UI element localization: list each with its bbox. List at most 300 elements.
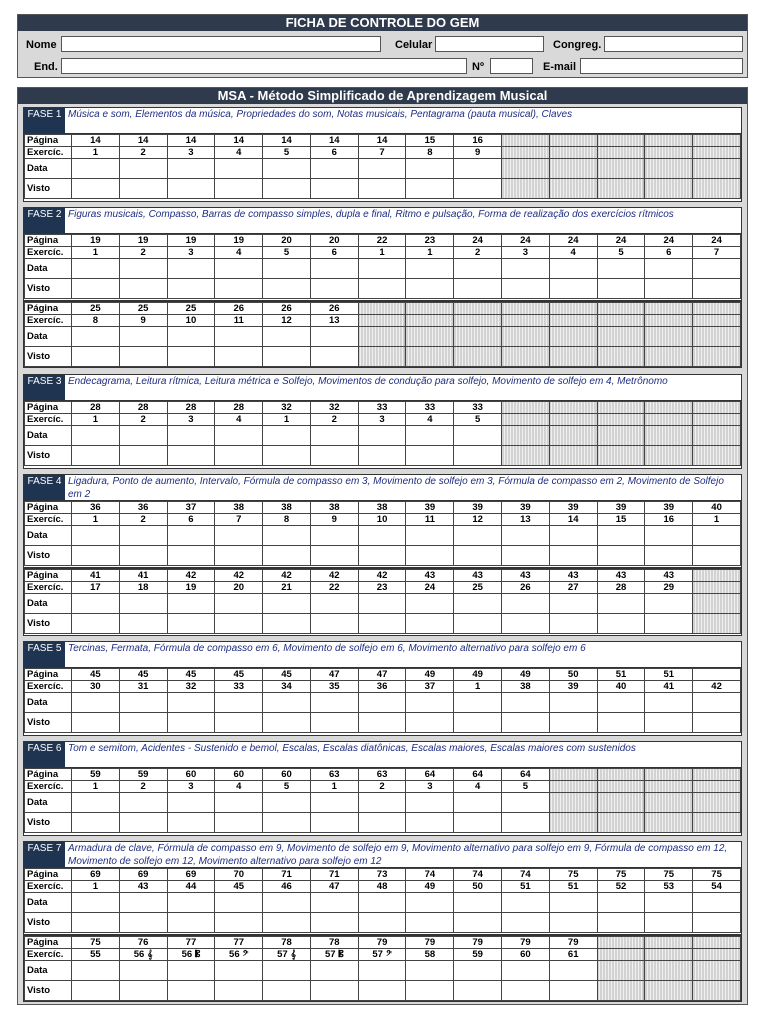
visto-cell[interactable]: [645, 913, 693, 933]
row-label: Página: [25, 769, 72, 781]
date-cell[interactable]: [358, 526, 406, 546]
visto-cell[interactable]: [263, 446, 311, 466]
visto-cell[interactable]: [167, 713, 215, 733]
nome-field[interactable]: [61, 36, 381, 52]
page-number: 39: [597, 502, 645, 514]
phase-header: [24, 375, 741, 401]
visto-cell[interactable]: [167, 813, 215, 833]
visto-cell[interactable]: [215, 179, 263, 199]
date-cell[interactable]: [167, 426, 215, 446]
visto-cell[interactable]: [358, 546, 406, 566]
date-cell[interactable]: [263, 159, 311, 179]
visto-cell[interactable]: [310, 546, 358, 566]
visto-cell[interactable]: [597, 614, 645, 634]
visto-cell[interactable]: [406, 546, 454, 566]
date-cell[interactable]: [119, 159, 167, 179]
unused-cell: [693, 303, 741, 315]
date-cell[interactable]: [597, 594, 645, 614]
unused-cell: [645, 813, 693, 833]
visto-cell[interactable]: [502, 546, 550, 566]
visto-cell[interactable]: [119, 179, 167, 199]
date-cell[interactable]: [72, 793, 120, 813]
date-cell[interactable]: [597, 893, 645, 913]
date-cell[interactable]: [215, 793, 263, 813]
exercise-number: [406, 881, 454, 893]
exercise-number: [263, 881, 311, 893]
date-cell[interactable]: [72, 327, 120, 347]
visto-cell[interactable]: [119, 713, 167, 733]
visto-cell[interactable]: [358, 614, 406, 634]
visto-cell[interactable]: [310, 813, 358, 833]
date-cell[interactable]: [119, 693, 167, 713]
date-cell[interactable]: [310, 893, 358, 913]
date-cell[interactable]: [502, 793, 550, 813]
exercicio-row: [25, 781, 741, 793]
exercise-number-text: 57: [324, 949, 336, 960]
visto-cell[interactable]: [406, 981, 454, 1001]
congreg-field[interactable]: [604, 36, 743, 52]
date-cell[interactable]: [167, 793, 215, 813]
date-cell[interactable]: [119, 793, 167, 813]
exercise-number-text: 38: [520, 681, 531, 692]
date-cell[interactable]: [597, 526, 645, 546]
exercise-number-text: 35: [329, 681, 340, 692]
date-cell[interactable]: [454, 426, 502, 446]
date-cell[interactable]: [597, 693, 645, 713]
date-cell[interactable]: [549, 259, 597, 279]
visto-cell[interactable]: [119, 446, 167, 466]
visto-cell[interactable]: [119, 813, 167, 833]
date-cell[interactable]: [310, 426, 358, 446]
page-number: 43: [645, 570, 693, 582]
date-cell[interactable]: [406, 594, 454, 614]
date-cell[interactable]: [645, 259, 693, 279]
numero-field[interactable]: [490, 58, 533, 74]
date-cell[interactable]: [167, 327, 215, 347]
visto-cell[interactable]: [454, 179, 502, 199]
visto-cell[interactable]: [549, 981, 597, 1001]
date-cell[interactable]: [215, 961, 263, 981]
visto-cell[interactable]: [72, 446, 120, 466]
visto-cell[interactable]: [167, 279, 215, 299]
visto-cell[interactable]: [645, 279, 693, 299]
page-number: 43: [454, 570, 502, 582]
date-cell[interactable]: [215, 526, 263, 546]
date-cell[interactable]: [119, 961, 167, 981]
date-cell[interactable]: [119, 893, 167, 913]
date-cell[interactable]: [549, 594, 597, 614]
date-cell[interactable]: [454, 526, 502, 546]
date-cell[interactable]: [502, 693, 550, 713]
visto-cell[interactable]: [406, 913, 454, 933]
date-cell[interactable]: [549, 893, 597, 913]
visto-cell[interactable]: [358, 279, 406, 299]
visto-cell[interactable]: [119, 614, 167, 634]
visto-cell[interactable]: [597, 546, 645, 566]
date-cell[interactable]: [645, 594, 693, 614]
date-cell[interactable]: [358, 594, 406, 614]
visto-cell[interactable]: [454, 713, 502, 733]
visto-cell[interactable]: [358, 913, 406, 933]
visto-cell[interactable]: [72, 913, 120, 933]
visto-cell[interactable]: [72, 347, 120, 367]
visto-cell[interactable]: [263, 614, 311, 634]
visto-cell[interactable]: [549, 614, 597, 634]
visto-cell[interactable]: [406, 713, 454, 733]
unused-cell: [693, 813, 741, 833]
unused-cell: [597, 414, 645, 426]
visto-cell[interactable]: [310, 913, 358, 933]
date-cell[interactable]: [167, 893, 215, 913]
visto-cell[interactable]: [119, 981, 167, 1001]
visto-cell[interactable]: [167, 614, 215, 634]
exercise-number: [215, 949, 263, 961]
visto-cell[interactable]: [358, 446, 406, 466]
date-cell[interactable]: [693, 259, 741, 279]
date-cell[interactable]: [215, 259, 263, 279]
date-cell[interactable]: [310, 693, 358, 713]
date-cell[interactable]: [549, 526, 597, 546]
exercise-table: [24, 936, 741, 1001]
visto-cell[interactable]: [406, 179, 454, 199]
visto-cell[interactable]: [72, 813, 120, 833]
page-number: 28: [119, 402, 167, 414]
date-cell[interactable]: [263, 327, 311, 347]
date-cell[interactable]: [119, 327, 167, 347]
date-cell[interactable]: [215, 693, 263, 713]
date-cell[interactable]: [406, 961, 454, 981]
date-cell[interactable]: [167, 594, 215, 614]
date-cell[interactable]: [358, 793, 406, 813]
visto-row: [25, 446, 741, 466]
date-cell[interactable]: [263, 594, 311, 614]
row-label: Data: [25, 693, 72, 713]
date-cell[interactable]: [310, 793, 358, 813]
visto-cell[interactable]: [645, 614, 693, 634]
date-cell[interactable]: [215, 426, 263, 446]
visto-cell[interactable]: [454, 813, 502, 833]
visto-cell[interactable]: [454, 614, 502, 634]
phase-label: FASE 3: [24, 375, 65, 400]
date-cell[interactable]: [263, 793, 311, 813]
unused-cell: [502, 179, 550, 199]
date-cell[interactable]: [358, 893, 406, 913]
date-cell[interactable]: [454, 159, 502, 179]
page-number: 42: [310, 570, 358, 582]
visto-cell[interactable]: [263, 713, 311, 733]
page-number: 75: [549, 869, 597, 881]
date-cell[interactable]: [263, 693, 311, 713]
visto-cell[interactable]: [215, 913, 263, 933]
visto-cell[interactable]: [693, 546, 741, 566]
visto-cell[interactable]: [645, 546, 693, 566]
date-cell[interactable]: [502, 893, 550, 913]
date-cell[interactable]: [72, 961, 120, 981]
visto-cell[interactable]: [263, 913, 311, 933]
date-cell[interactable]: [72, 426, 120, 446]
visto-cell[interactable]: [645, 713, 693, 733]
date-cell[interactable]: [215, 327, 263, 347]
date-cell[interactable]: [72, 259, 120, 279]
date-cell[interactable]: [502, 961, 550, 981]
unused-cell: [549, 426, 597, 446]
visto-cell[interactable]: [454, 546, 502, 566]
date-cell[interactable]: [167, 526, 215, 546]
visto-cell[interactable]: [215, 347, 263, 367]
unused-cell: [645, 147, 693, 159]
date-cell[interactable]: [502, 526, 550, 546]
visto-cell[interactable]: [263, 347, 311, 367]
exercise-number-text: 5: [283, 781, 290, 792]
visto-cell[interactable]: [597, 713, 645, 733]
visto-cell[interactable]: [263, 546, 311, 566]
page-number: 38: [310, 502, 358, 514]
data-row: [25, 961, 741, 981]
visto-cell[interactable]: [215, 446, 263, 466]
visto-cell[interactable]: [454, 981, 502, 1001]
visto-cell[interactable]: [693, 713, 741, 733]
visto-cell[interactable]: [358, 981, 406, 1001]
unused-cell: [549, 147, 597, 159]
exercise-number: [72, 781, 120, 793]
visto-cell[interactable]: [310, 179, 358, 199]
exercise-table: [24, 234, 741, 299]
exercise-number: [406, 681, 454, 693]
date-cell[interactable]: [358, 961, 406, 981]
date-cell[interactable]: [406, 793, 454, 813]
date-cell[interactable]: [167, 961, 215, 981]
row-label: Exercíc.: [25, 315, 72, 327]
data-row: [25, 793, 741, 813]
exercise-table: [24, 868, 741, 933]
visto-cell[interactable]: [454, 446, 502, 466]
visto-cell[interactable]: [167, 347, 215, 367]
visto-cell[interactable]: [215, 279, 263, 299]
visto-cell[interactable]: [167, 546, 215, 566]
date-cell[interactable]: [119, 259, 167, 279]
visto-cell[interactable]: [167, 981, 215, 1001]
date-cell[interactable]: [263, 961, 311, 981]
date-cell[interactable]: [406, 159, 454, 179]
visto-cell[interactable]: [263, 279, 311, 299]
date-cell[interactable]: [167, 159, 215, 179]
visto-cell[interactable]: [310, 347, 358, 367]
date-cell[interactable]: [358, 159, 406, 179]
visto-cell[interactable]: [119, 546, 167, 566]
date-cell[interactable]: [454, 961, 502, 981]
visto-cell[interactable]: [406, 446, 454, 466]
visto-cell[interactable]: [263, 981, 311, 1001]
date-cell[interactable]: [310, 259, 358, 279]
date-cell[interactable]: [215, 594, 263, 614]
visto-cell[interactable]: [215, 981, 263, 1001]
visto-cell[interactable]: [263, 179, 311, 199]
visto-cell[interactable]: [597, 913, 645, 933]
visto-cell[interactable]: [693, 913, 741, 933]
date-cell[interactable]: [310, 594, 358, 614]
visto-cell[interactable]: [406, 614, 454, 634]
visto-cell[interactable]: [358, 713, 406, 733]
date-cell[interactable]: [167, 693, 215, 713]
visto-cell[interactable]: [310, 713, 358, 733]
page-number: 60: [167, 769, 215, 781]
date-cell[interactable]: [693, 526, 741, 546]
date-cell[interactable]: [406, 259, 454, 279]
date-cell[interactable]: [454, 793, 502, 813]
exercise-number-text: 3: [188, 781, 194, 792]
exercise-number: [167, 881, 215, 893]
visto-cell[interactable]: [72, 713, 120, 733]
phase-topics: Tercinas, Fermata, Fórmula de compasso em 6, Movimento de solfejo em 6, Movimento alternativo para solfejo em 6: [68, 643, 586, 654]
date-cell[interactable]: [310, 526, 358, 546]
date-cell[interactable]: [454, 693, 502, 713]
date-cell[interactable]: [263, 259, 311, 279]
date-cell[interactable]: [310, 961, 358, 981]
visto-cell[interactable]: [406, 813, 454, 833]
date-cell[interactable]: [263, 893, 311, 913]
date-cell[interactable]: [406, 893, 454, 913]
row-label: Visto: [25, 347, 72, 367]
visto-cell[interactable]: [72, 279, 120, 299]
date-cell[interactable]: [167, 259, 215, 279]
visto-cell[interactable]: [310, 279, 358, 299]
date-cell[interactable]: [693, 893, 741, 913]
date-cell[interactable]: [406, 693, 454, 713]
visto-cell[interactable]: [167, 179, 215, 199]
date-cell[interactable]: [502, 594, 550, 614]
page-number: 24: [597, 235, 645, 247]
visto-cell[interactable]: [167, 913, 215, 933]
phase-7: [23, 841, 742, 1002]
exercise-number: [167, 414, 215, 426]
visto-cell[interactable]: [119, 347, 167, 367]
email-field[interactable]: [580, 58, 743, 74]
date-cell[interactable]: [645, 893, 693, 913]
row-label: Visto: [25, 713, 72, 733]
page-number: 74: [502, 869, 550, 881]
exercise-number-text: 12: [281, 315, 292, 326]
date-cell[interactable]: [119, 426, 167, 446]
date-cell[interactable]: [549, 961, 597, 981]
date-cell[interactable]: [358, 426, 406, 446]
date-cell[interactable]: [72, 893, 120, 913]
visto-cell[interactable]: [406, 279, 454, 299]
date-cell[interactable]: [72, 594, 120, 614]
visto-cell[interactable]: [502, 981, 550, 1001]
date-cell[interactable]: [693, 693, 741, 713]
visto-cell[interactable]: [119, 913, 167, 933]
visto-cell[interactable]: [72, 614, 120, 634]
visto-cell[interactable]: [263, 813, 311, 833]
date-cell[interactable]: [215, 893, 263, 913]
visto-cell[interactable]: [549, 913, 597, 933]
date-cell[interactable]: [549, 693, 597, 713]
unused-cell: [645, 303, 693, 315]
date-cell[interactable]: [263, 526, 311, 546]
page-number: 45: [72, 669, 120, 681]
date-cell[interactable]: [72, 526, 120, 546]
visto-cell[interactable]: [502, 614, 550, 634]
unused-cell: [597, 769, 645, 781]
visto-cell[interactable]: [72, 981, 120, 1001]
visto-cell[interactable]: [310, 981, 358, 1001]
visto-cell[interactable]: [72, 546, 120, 566]
date-cell[interactable]: [72, 159, 120, 179]
celular-field[interactable]: [435, 36, 544, 52]
visto-cell[interactable]: [549, 713, 597, 733]
exercicio-row: [25, 881, 741, 893]
page-number: 43: [549, 570, 597, 582]
date-cell[interactable]: [406, 426, 454, 446]
exercise-number-text: 6: [331, 247, 337, 258]
date-cell[interactable]: [406, 526, 454, 546]
page-number: 26: [215, 303, 263, 315]
page-number: 25: [119, 303, 167, 315]
visto-cell[interactable]: [215, 546, 263, 566]
visto-row: [25, 347, 741, 367]
visto-cell[interactable]: [502, 913, 550, 933]
page-number: 28: [72, 402, 120, 414]
endereco-field[interactable]: [61, 58, 467, 74]
visto-cell[interactable]: [502, 279, 550, 299]
visto-cell[interactable]: [358, 813, 406, 833]
date-cell[interactable]: [215, 159, 263, 179]
date-cell[interactable]: [502, 259, 550, 279]
visto-cell[interactable]: [310, 614, 358, 634]
visto-cell[interactable]: [167, 446, 215, 466]
page-number: 38: [358, 502, 406, 514]
unused-cell: [549, 414, 597, 426]
page-number: 24: [693, 235, 741, 247]
visto-cell[interactable]: [502, 713, 550, 733]
date-cell[interactable]: [310, 159, 358, 179]
unused-cell: [358, 315, 406, 327]
exercise-number-text: 19: [185, 582, 197, 593]
exercise-number-text: 55: [90, 949, 101, 960]
date-cell[interactable]: [119, 526, 167, 546]
visto-cell[interactable]: [549, 279, 597, 299]
date-cell[interactable]: [263, 426, 311, 446]
visto-cell[interactable]: [454, 913, 502, 933]
date-cell[interactable]: [454, 893, 502, 913]
visto-cell[interactable]: [693, 279, 741, 299]
date-cell[interactable]: [119, 594, 167, 614]
date-cell[interactable]: [454, 594, 502, 614]
exercise-number-text: 7: [713, 247, 720, 258]
exercise-number: [310, 414, 358, 426]
date-cell[interactable]: [645, 526, 693, 546]
visto-cell[interactable]: [72, 179, 120, 199]
visto-cell[interactable]: [215, 713, 263, 733]
visto-cell[interactable]: [502, 813, 550, 833]
date-cell[interactable]: [358, 693, 406, 713]
date-cell[interactable]: [72, 693, 120, 713]
visto-cell[interactable]: [215, 813, 263, 833]
date-cell[interactable]: [454, 259, 502, 279]
date-cell[interactable]: [358, 259, 406, 279]
visto-cell[interactable]: [215, 614, 263, 634]
date-cell[interactable]: [597, 259, 645, 279]
exercise-number-text: 46: [281, 881, 292, 892]
visto-cell[interactable]: [119, 279, 167, 299]
date-cell[interactable]: [645, 693, 693, 713]
visto-cell[interactable]: [358, 179, 406, 199]
visto-cell[interactable]: [597, 279, 645, 299]
date-cell[interactable]: [310, 327, 358, 347]
visto-cell[interactable]: [549, 546, 597, 566]
visto-cell[interactable]: [454, 279, 502, 299]
visto-cell[interactable]: [310, 446, 358, 466]
